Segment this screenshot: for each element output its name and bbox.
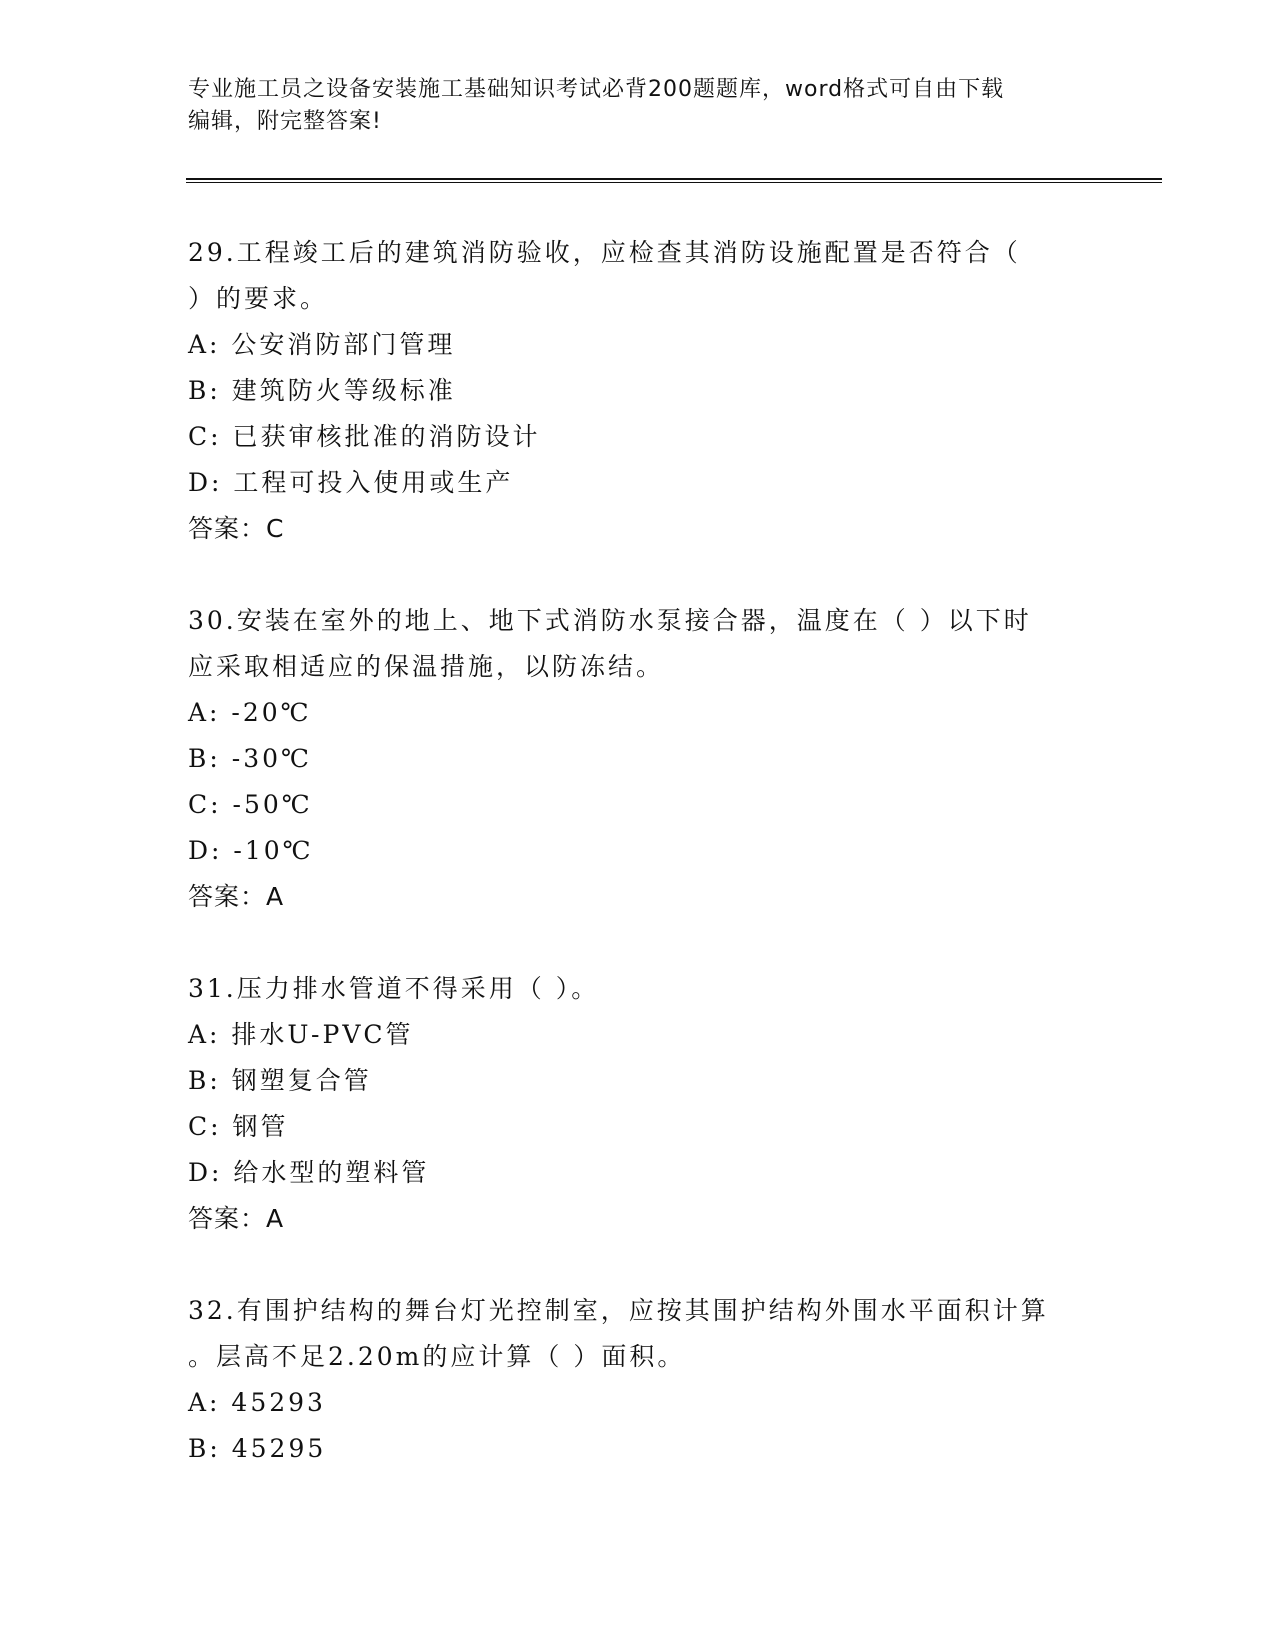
option-b: B: 建筑防火等级标准 (188, 376, 456, 405)
question-32 (188, 1288, 1088, 1472)
question-stem-continued: 应采取相适应的保温措施，以防冻结。 (188, 652, 665, 681)
question-list (188, 230, 1088, 1518)
option-a: A: 排水U-PVC管 (188, 1020, 414, 1049)
option-b: B: 钢塑复合管 (188, 1066, 372, 1095)
question-stem-continued: ）的要求。 (188, 284, 329, 313)
option-a: A: 公安消防部门管理 (188, 330, 456, 359)
option-b: B: 45295 (188, 1434, 327, 1463)
question-31 (188, 966, 1088, 1242)
option-a: A: -20℃ (188, 698, 312, 727)
question-stem-continued: 。层高不足2.20m的应计算（ ）面积。 (188, 1342, 686, 1371)
question-30 (188, 598, 1088, 920)
question-stem: 31.压力排水管道不得采用（ ）。 (188, 974, 600, 1003)
option-a: A: 45293 (188, 1388, 326, 1417)
document-header (188, 74, 1088, 138)
answer-label: 答案：A (188, 882, 285, 911)
header-line-2: 编辑，附完整答案! (188, 109, 382, 134)
option-c: C: -50℃ (188, 790, 313, 819)
question-stem: 32.有围护结构的舞台灯光控制室，应按其围护结构外围水平面积计算 (188, 1296, 1049, 1325)
header-divider (186, 178, 1162, 183)
option-c: C: 已获审核批准的消防设计 (188, 422, 541, 451)
question-29 (188, 230, 1088, 552)
answer-label: 答案：A (188, 1204, 285, 1233)
option-d: D: -10℃ (188, 836, 314, 865)
question-stem: 29.工程竣工后的建筑消防验收，应检查其消防设施配置是否符合（ (188, 238, 1021, 267)
header-line-1: 专业施工员之设备安装施工基础知识考试必背200题题库，word格式可自由下载 (188, 77, 1005, 102)
option-d: D: 给水型的塑料管 (188, 1158, 430, 1187)
option-d: D: 工程可投入使用或生产 (188, 468, 514, 497)
answer-label: 答案：C (188, 514, 285, 543)
question-stem: 30.安装在室外的地上、地下式消防水泵接合器，温度在（ ）以下时 (188, 606, 1032, 635)
option-b: B: -30℃ (188, 744, 312, 773)
option-c: C: 钢管 (188, 1112, 289, 1141)
